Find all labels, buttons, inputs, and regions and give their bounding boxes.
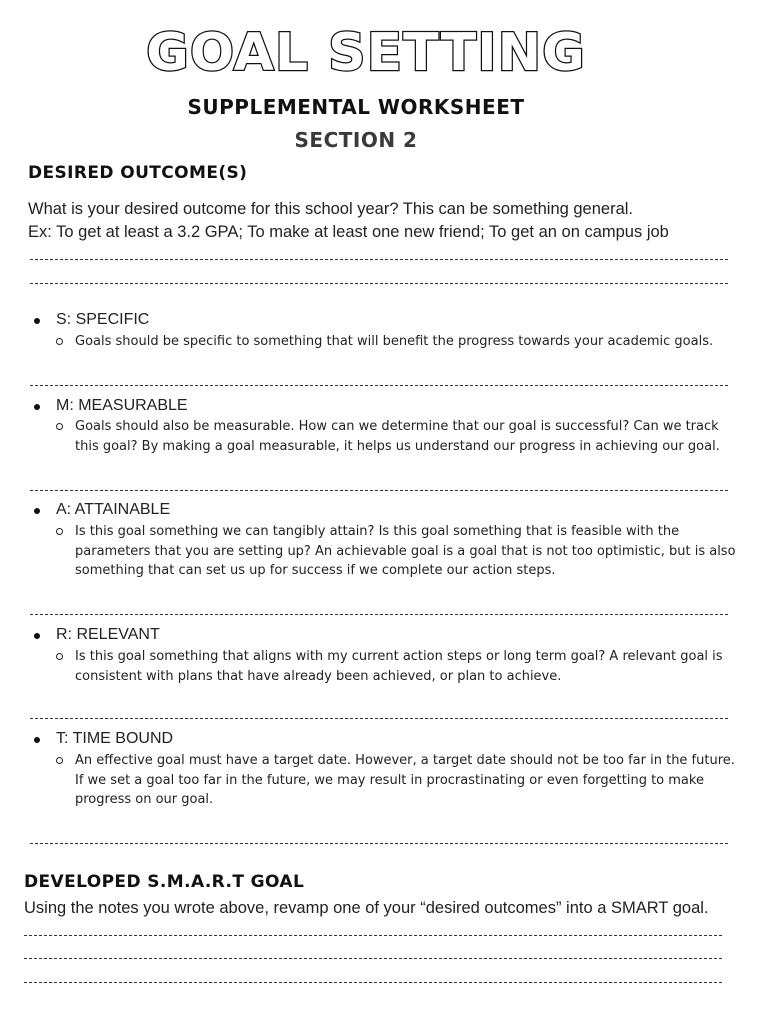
smart-desc-relevant — [56, 647, 746, 686]
bullet-dot-icon — [34, 737, 40, 743]
answer-line-smart-2[interactable] — [24, 958, 722, 959]
bullet-dot-icon — [34, 508, 40, 514]
smart-text-specific: Goals should be specific to something that will benefit the progress towards your academic goals. — [75, 334, 714, 349]
smart-desc-time-bound — [56, 751, 746, 810]
developed-goal-prompt: Using the notes you wrote above, revamp one of your “desired outcomes” into a SMART goal. — [24, 899, 709, 917]
smart-desc-attainable — [56, 522, 746, 581]
bullet-dot-icon — [34, 633, 40, 639]
smart-label-measurable: M: MEASURABLE — [56, 397, 188, 414]
section-label: SECTION 2 — [294, 128, 418, 152]
bullet-dot-icon — [34, 318, 40, 324]
smart-desc-measurable — [56, 417, 746, 456]
smart-text-time-bound: An effective goal must have a target date. However, a target date should not be too far in the future. If we set a goal too far in the future, we may result in procrastinating or even forgetting to make progress on our goal. — [75, 753, 735, 807]
answer-line-specific[interactable] — [30, 385, 728, 386]
page-subtitle: SUPPLEMENTAL WORKSHEET — [187, 95, 525, 119]
answer-line-smart-1[interactable] — [24, 935, 722, 936]
answer-line-attainable[interactable] — [30, 614, 728, 615]
bullet-ring-icon — [56, 757, 63, 764]
bullet-ring-icon — [56, 653, 63, 660]
bullet-ring-icon — [56, 423, 63, 430]
desired-outcome-heading: DESIRED OUTCOME(S) — [28, 163, 248, 183]
smart-desc-specific — [56, 332, 746, 352]
bullet-ring-icon — [56, 338, 63, 345]
developed-goal-heading: DEVELOPED S.M.A.R.T GOAL — [24, 872, 305, 892]
bullet-ring-icon — [56, 528, 63, 535]
bullet-dot-icon — [34, 404, 40, 410]
answer-line-outcome-2[interactable] — [30, 283, 728, 284]
smart-text-attainable: Is this goal something we can tangibly attain? Is this goal something that is feasible with the parameters that you are setting up? An achievable goal is a goal that is not too optimistic, but is also something that can set us up for success if we complete our action steps. — [75, 524, 736, 578]
page-title: GOAL SETTING — [146, 23, 586, 83]
answer-line-relevant[interactable] — [30, 718, 728, 719]
smart-label-attainable: A: ATTAINABLE — [56, 501, 171, 518]
answer-line-smart-3[interactable] — [24, 982, 722, 983]
answer-line-outcome-1[interactable] — [30, 259, 728, 260]
smart-label-time-bound: T: TIME BOUND — [56, 730, 174, 747]
answer-line-measurable[interactable] — [30, 490, 728, 491]
smart-label-specific: S: SPECIFIC — [56, 311, 150, 328]
smart-text-relevant: Is this goal something that aligns with my current action steps or long term goal? A relevant goal is consistent with plans that have already been achieved, or plan to achieve. — [75, 649, 723, 684]
answer-line-time-bound[interactable] — [30, 843, 728, 844]
smart-text-measurable: Goals should also be measurable. How can we determine that our goal is successful? Can we track this goal? By making a goal measurable, it helps us understand our progress in achieving our goal. — [75, 419, 720, 454]
desired-outcome-prompt: What is your desired outcome for this school year? This can be something general. — [28, 200, 634, 218]
desired-outcome-example: Ex: To get at least a 3.2 GPA; To make at least one new friend; To get an on campus job — [28, 223, 669, 241]
smart-label-relevant: R: RELEVANT — [56, 626, 160, 643]
